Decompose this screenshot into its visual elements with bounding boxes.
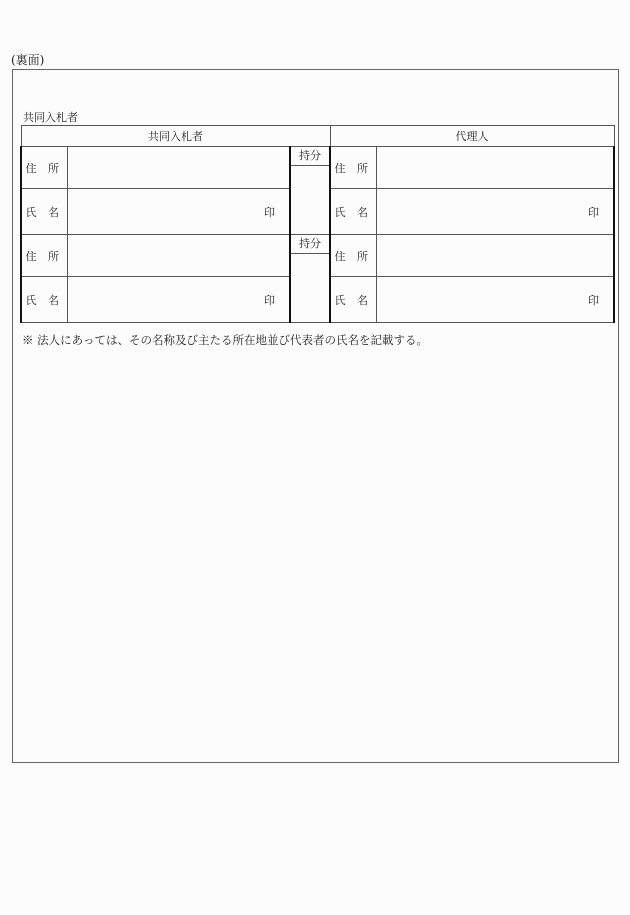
- table-row: [21, 147, 614, 189]
- name-label: 氏 名: [21, 277, 67, 323]
- agent-address-field[interactable]: [376, 235, 614, 277]
- name-label: 氏 名: [330, 277, 376, 323]
- seal-mark: 印: [588, 293, 600, 307]
- seal-mark: 印: [588, 205, 600, 219]
- reverse-side-label: (裏面): [11, 53, 45, 67]
- bidder-address-field[interactable]: [67, 147, 290, 189]
- bidder-address-field[interactable]: [67, 235, 290, 277]
- header-joint-bidders: 共同入札者: [21, 126, 330, 147]
- name-label: 氏 名: [330, 189, 376, 235]
- share-cell[interactable]: [290, 147, 330, 235]
- joint-bidders-table: [20, 125, 615, 323]
- address-label: 住 所: [21, 147, 67, 189]
- share-cell[interactable]: [290, 235, 330, 323]
- name-label: 氏 名: [21, 189, 67, 235]
- table-header-row: [21, 126, 614, 147]
- address-label: 住 所: [330, 147, 376, 189]
- seal-mark: 印: [264, 293, 275, 307]
- bidder-name-field[interactable]: [67, 277, 290, 323]
- address-label: 住 所: [21, 235, 67, 277]
- footnote: ※ 法人にあっては、その名称及び主たる所在地並び代表者の氏名を記載する。: [22, 333, 429, 347]
- share-label: 持分: [291, 147, 329, 166]
- header-agent: 代理人: [330, 126, 614, 147]
- agent-name-field[interactable]: [376, 189, 614, 235]
- address-label: 住 所: [330, 235, 376, 277]
- seal-mark: 印: [264, 205, 275, 219]
- section-title: 共同入札者: [23, 111, 78, 124]
- agent-address-field[interactable]: [376, 147, 614, 189]
- bidder-name-field[interactable]: [67, 189, 290, 235]
- share-label: 持分: [291, 235, 329, 254]
- table-row: [21, 235, 614, 277]
- agent-name-field[interactable]: [376, 277, 614, 323]
